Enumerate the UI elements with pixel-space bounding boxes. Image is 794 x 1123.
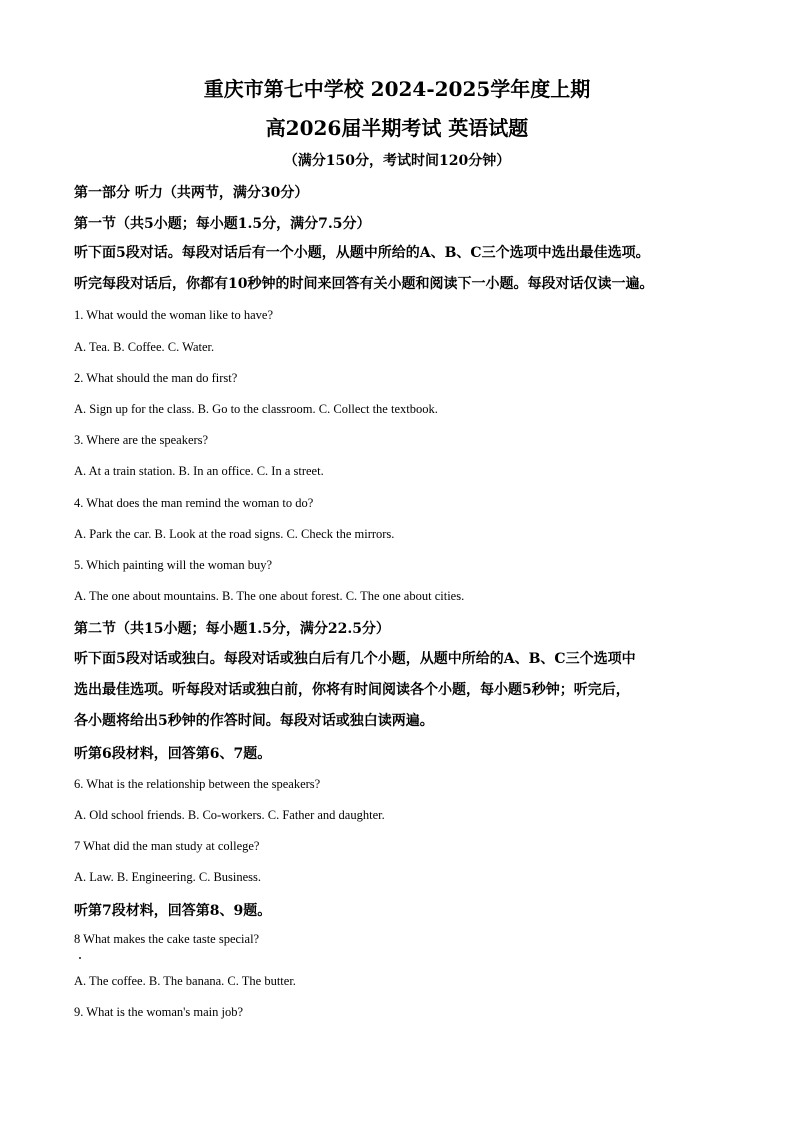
section2-instruction-line1: 听下面5段对话或独白。每段对话或独白后有几个小题，从题中所给的A、B、C三个选项中 bbox=[74, 651, 636, 667]
section1-heading: 第一节（共5小题；每小题1.5分，满分7.5分） bbox=[74, 216, 371, 232]
stray-dot-mark bbox=[79, 957, 81, 959]
options-8: A. The coffee. B. The banana. C. The butter. bbox=[74, 974, 296, 988]
material-6-heading: 听第6段材料，回答第6、7题。 bbox=[74, 746, 272, 762]
options-5: A. The one about mountains. B. The one about forest. C. The one about cities. bbox=[74, 589, 465, 603]
question-8: 8 What makes the cake taste special? bbox=[74, 932, 260, 946]
options-6: A. Old school friends. B. Co-workers. C. Father and daughter. bbox=[74, 808, 385, 822]
exam-subtitle: （满分150分，考试时间120分钟） bbox=[283, 153, 511, 169]
material-7-heading: 听第7段材料，回答第8、9题。 bbox=[74, 903, 272, 919]
question-2: 2. What should the man do first? bbox=[74, 371, 238, 385]
section1-instruction-line1: 听下面5段对话。每段对话后有一个小题，从题中所给的A、B、C三个选项中选出最佳选项。 bbox=[74, 245, 650, 261]
question-1: 1. What would the woman like to have? bbox=[74, 308, 274, 322]
section2-instruction-line3: 各小题将给出5秒钟的作答时间。每段对话或独白读两遍。 bbox=[74, 713, 434, 729]
exam-title-line1: 重庆市第七中学校 2024-2025学年度上期 bbox=[203, 77, 591, 101]
exam-title-line2: 高2026届半期考试 英语试题 bbox=[265, 116, 529, 140]
section2-heading: 第二节（共15小题；每小题1.5分，满分22.5分） bbox=[74, 621, 390, 637]
options-3: A. At a train station. B. In an office. C. In a street. bbox=[74, 464, 324, 478]
options-4: A. Park the car. B. Look at the road signs. C. Check the mirrors. bbox=[74, 527, 395, 541]
options-1: A. Tea. B. Coffee. C. Water. bbox=[74, 340, 215, 354]
question-9: 9. What is the woman's main job? bbox=[74, 1005, 244, 1019]
question-7: 7 What did the man study at college? bbox=[74, 839, 260, 853]
question-3: 3. Where are the speakers? bbox=[74, 433, 209, 447]
part1-heading: 第一部分 听力（共两节，满分30分） bbox=[74, 185, 309, 201]
options-7: A. Law. B. Engineering. C. Business. bbox=[74, 870, 262, 884]
question-5: 5. Which painting will the woman buy? bbox=[74, 558, 272, 572]
options-2: A. Sign up for the class. B. Go to the classroom. C. Collect the textbook. bbox=[74, 402, 438, 416]
question-4: 4. What does the man remind the woman to do? bbox=[74, 496, 314, 510]
section2-instruction-line2: 选出最佳选项。听每段对话或独白前，你将有时间阅读各个小题，每小题5秒钟；听完后， bbox=[74, 682, 630, 698]
question-6: 6. What is the relationship between the speakers? bbox=[74, 777, 321, 791]
section1-instruction-line2: 听完每段对话后，你都有10秒钟的时间来回答有关小题和阅读下一小题。每段对话仅读一遍。 bbox=[74, 276, 654, 292]
